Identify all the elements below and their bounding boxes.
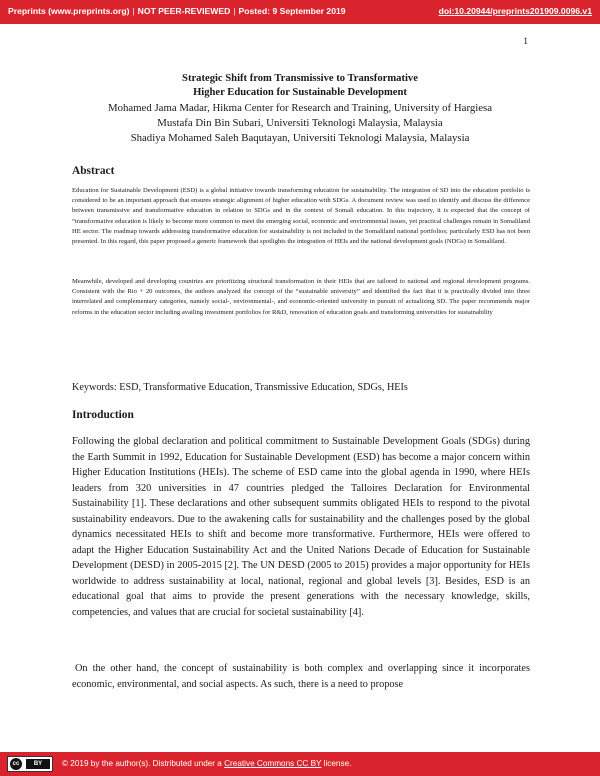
abstract-paragraph: Meanwhile, developed and developing countries are prioritizing structural transformation in their HEIs that are tailored to national and regional development programs. Consistent with the Rio + 20 outcomes, the authors analyzed the concept of the “sustainable university” and identified the fact that it is practically divided into three interrelated and complementary categories, namely social-, environmental-, and economic-oriented university in pursuit of actualizing SD. The paper recommends major reforms in the education sector including availing investment portfolios for R&D, renovation of education goals and transforming universities for sustainability bbox=[72, 278, 530, 316]
keywords: Keywords: ESD, Transformative Education, Transmissive Education, SDGs, HEIs bbox=[72, 382, 408, 393]
cc-by-badge-icon[interactable] bbox=[7, 756, 53, 772]
copyright-text: © 2019 by the author(s). Distributed under a bbox=[62, 759, 225, 768]
doi-link[interactable]: doi:10.20944/preprints201909.0096.v1 bbox=[438, 6, 592, 16]
abstract-paragraph: Education for Sustainable Development (ESD) is a global initiative towards transforming education for sustainability. The integration of SD into the education portfolio is considered to be an important approach that ensures strategic alignment of higher education with SDGs. A document review was used to identify and discuss the difference between transmissive and transformative education in relation to SDGs and in the context of Somali education. In this trajectory, it is expected that the concept of “transformative education is likely to become more common to meet the emerging social, economic and environmental issues, yet practical challenges remain in Somaliland HE sector. The roadmap towards addressing transformative education for sustainability is not included in the Somaliland national portfolios; particularly ESD has not been presented. In this regard, this paper proposed a generic framework that spotlights the integration of HEIs and the national development goals (NDGs) in Somaliland. bbox=[72, 187, 530, 246]
header-separator: | bbox=[233, 6, 236, 16]
cc-icon: cc bbox=[10, 758, 22, 770]
paper-title-line-2: Higher Education for Sustainable Development bbox=[193, 87, 407, 98]
author-line: Shadiya Mohamed Saleh Baqutayan, Universiti Teknologi Malaysia, Malaysia bbox=[130, 132, 470, 144]
header-info bbox=[8, 6, 346, 16]
by-icon: BY bbox=[26, 759, 50, 769]
body-paragraph: On the other hand, the concept of sustainability is both complex and overlapping since it incorporates economic, environmental, and social aspects. As such, there is a need to propose bbox=[72, 663, 530, 690]
site-link[interactable]: Preprints (www.preprints.org) bbox=[8, 6, 130, 16]
introduction-heading: Introduction bbox=[72, 409, 134, 421]
author-line: Mustafa Din Bin Subari, Universiti Teknologi Malaysia, Malaysia bbox=[157, 117, 443, 129]
license-link[interactable]: Creative Commons CC BY bbox=[224, 759, 322, 768]
license-footer-bar bbox=[0, 752, 600, 776]
header-separator: | bbox=[132, 6, 135, 16]
author-line: Mohamed Jama Madar, Hikma Center for Research and Training, University of Hargiesa bbox=[107, 102, 493, 114]
preprint-header-bar bbox=[0, 0, 600, 24]
copyright-notice bbox=[62, 759, 351, 768]
page-number: 1 bbox=[523, 37, 528, 47]
license-suffix: license. bbox=[321, 759, 352, 768]
body-paragraph: Following the global declaration and political commitment to Sustainable Development Goals (SDGs) during the Earth Summit in 1992, Education for Sustainable Development (ESD) has become a major concern within Higher Education Institutions (HEIs). The scheme of ESD came into the global agenda in 1990, where HEIs leaders from 320 universities in 47 countries pledged the Talloires Declaration for Environmental Sustainability [1]. These declarations and other subsequent summits obligated HEIs to respond to the pivotal sustainability endeavors. Due to the awakening calls for sustainability and the challenges posed by the global dynamics necessitated HEIs to shift and become more transformative. Furthermore, HEIs were offered to adapt the Higher Education Sustainability Act and the United Nations Decade of Education for Sustainable Development (DESD) in 2005-2015 [2]. The UN DESD (2005 to 2015) provides a major opportunity for HEIs worldwide to address sustainability at local, national, regional and global levels [3]. Besides, ESD is an educational goal that aims to provide the present generations with the necessary knowledge, skills, competencies, and values that are crucial for societal sustainability [4]. bbox=[72, 436, 530, 618]
review-status: NOT PEER-REVIEWED bbox=[137, 6, 231, 16]
posted-date: Posted: 9 September 2019 bbox=[238, 6, 346, 16]
abstract-heading: Abstract bbox=[72, 165, 115, 177]
paper-title-line-1: Strategic Shift from Transmissive to Transformative bbox=[182, 73, 418, 84]
